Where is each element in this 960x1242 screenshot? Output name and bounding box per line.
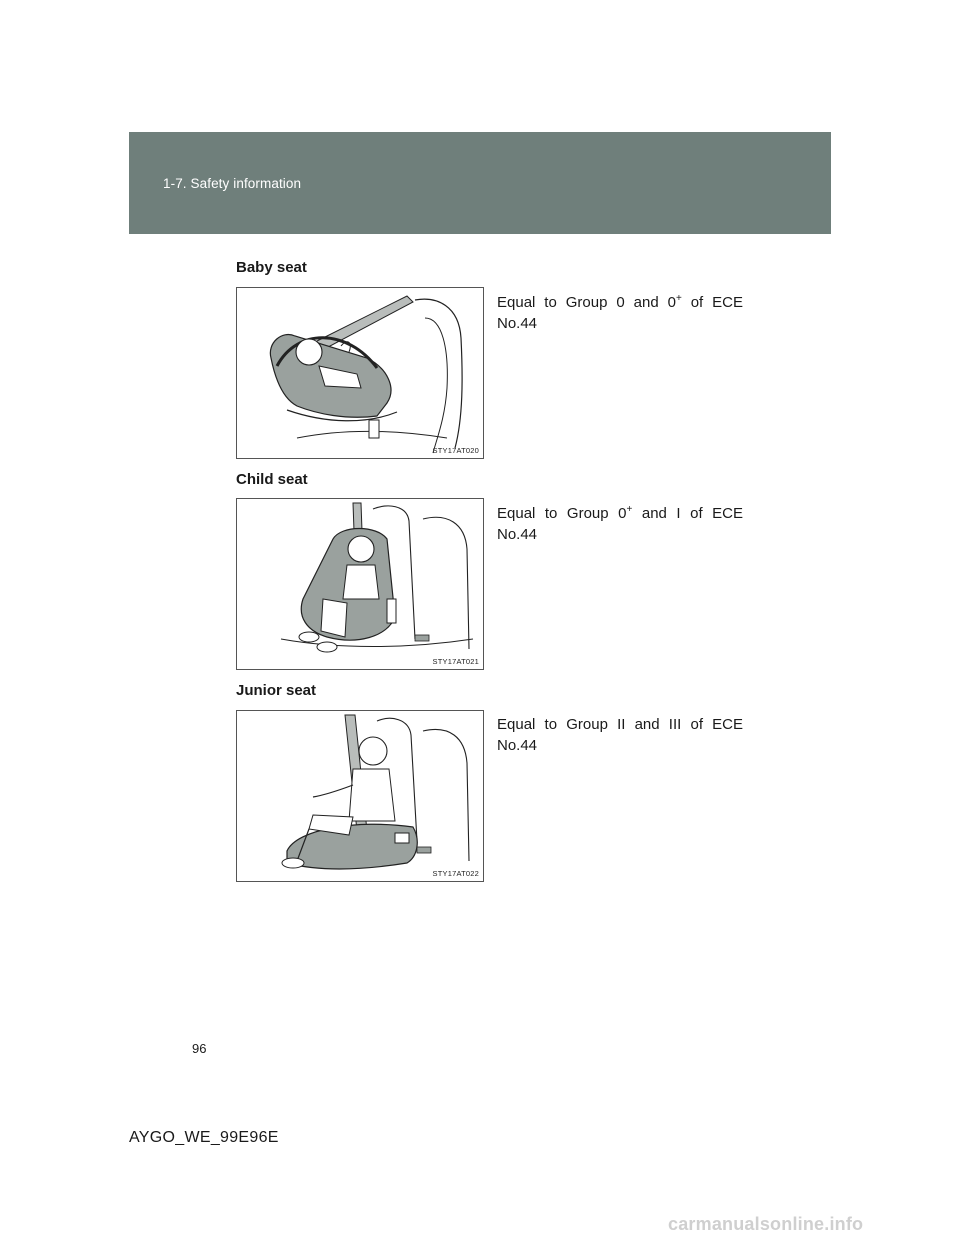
child-seat-desc-sup: + — [626, 504, 633, 515]
child-seat-title: Child seat — [236, 471, 308, 488]
baby-seat-desc-line2: No.44 — [497, 315, 538, 332]
junior-seat-desc-line1: Equal to Group II and III of ECE — [497, 716, 743, 733]
child-seat-desc-line2: No.44 — [497, 526, 538, 543]
child-seat-desc-text-end: and I of ECE — [632, 505, 743, 522]
child-seat-figure-code: STY17AT021 — [432, 657, 479, 666]
child-seat-desc-line1 — [497, 503, 743, 524]
watermark-link[interactable]: carmanualsonline.info — [668, 1214, 864, 1234]
child-seat-description — [497, 503, 743, 545]
baby-seat-description — [497, 292, 743, 334]
child-seat-desc-text: Equal to Group 0 — [497, 505, 627, 522]
document-code: AYGO_WE_99E96E — [129, 1129, 279, 1146]
baby-seat-figure-code: STY17AT020 — [432, 446, 479, 455]
section-header-title: 1-7. Safety information — [163, 176, 302, 191]
baby-seat-desc-text-end: of ECE — [681, 294, 743, 311]
child-seat-drawing — [237, 499, 484, 670]
baby-seat-illustration — [236, 287, 484, 459]
header-band — [129, 132, 831, 234]
baby-seat-desc-line1 — [497, 292, 743, 313]
baby-seat-drawing — [237, 288, 484, 459]
baby-seat-desc-sup: + — [675, 293, 682, 304]
page-number: 96 — [192, 1041, 207, 1056]
junior-seat-illustration — [236, 710, 484, 882]
child-seat-illustration — [236, 498, 484, 670]
junior-seat-figure-code: STY17AT022 — [432, 869, 479, 878]
junior-seat-desc-line2: No.44 — [497, 737, 538, 754]
junior-seat-description — [497, 714, 743, 756]
junior-seat-title: Junior seat — [236, 682, 317, 699]
baby-seat-desc-text: Equal to Group 0 and 0 — [497, 294, 676, 311]
baby-seat-title: Baby seat — [236, 259, 307, 276]
junior-seat-drawing — [237, 711, 484, 882]
